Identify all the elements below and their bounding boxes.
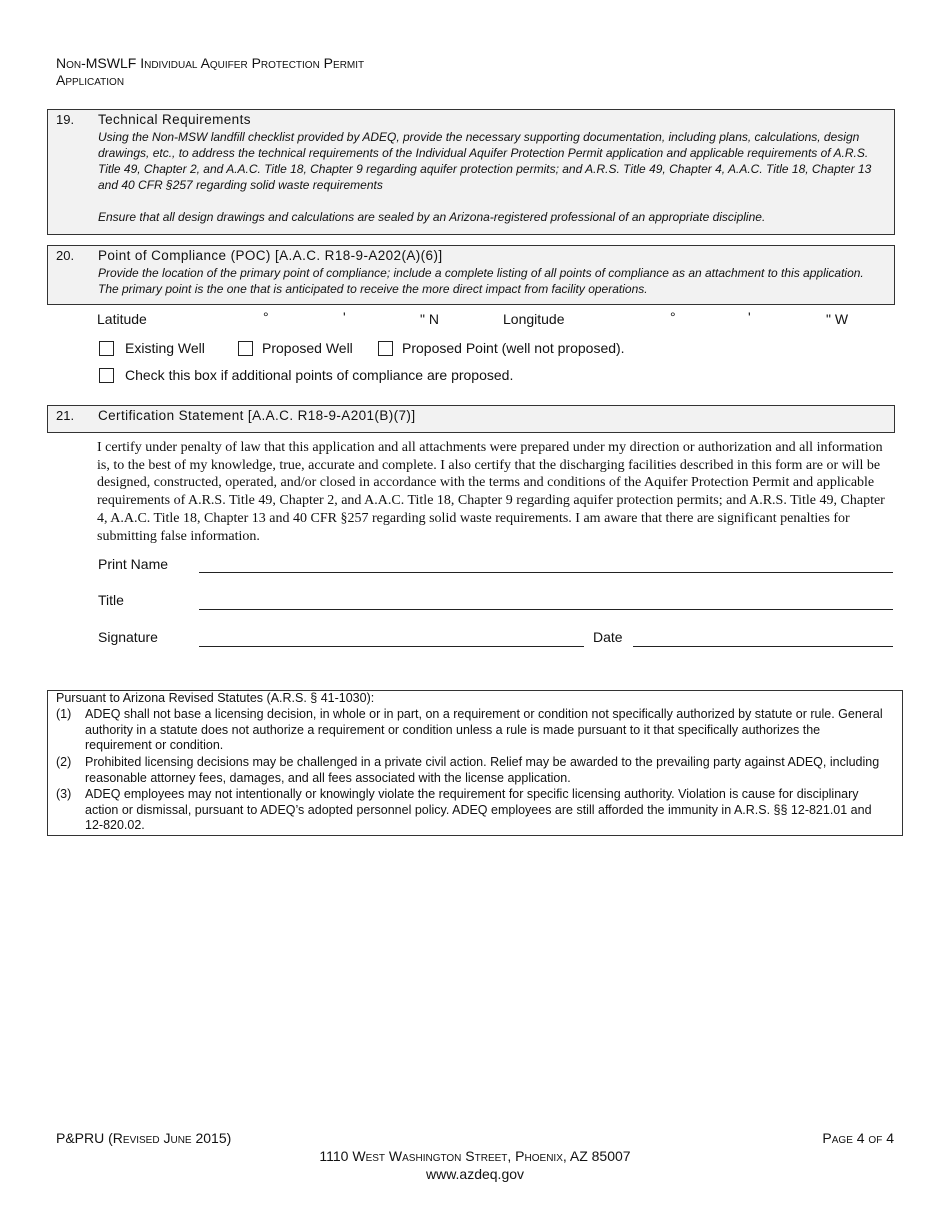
- existing-well-label: Existing Well: [125, 340, 205, 356]
- section-19-box: [47, 109, 895, 235]
- proposed-well-checkbox[interactable]: [238, 341, 253, 356]
- statute-item-text: ADEQ employees may not intentionally or knowingly violate the requirement for specific licensing authority. Violation is cause for disciplinary action or dismissal, pursuant to ADEQ’s adopted personnel policy. ADEQ employees are still afforded the immunity in A.R.S. §§ 12-821.01 and 12-820.02.: [85, 787, 872, 833]
- footer-address: 1110 West Washington Street, Phoenix, AZ 85007: [319, 1148, 631, 1164]
- statute-item-number: (3): [56, 787, 72, 801]
- title-field[interactable]: [199, 609, 893, 610]
- statute-heading: Pursuant to Arizona Revised Statutes (A.R.S. § 41-1030):: [56, 691, 375, 705]
- additional-points-label: Check this box if additional points of compliance are proposed.: [125, 367, 514, 383]
- form-title-line1: Non-MSWLF Individual Aquifer Protection Permit: [56, 55, 365, 71]
- proposed-point-checkbox[interactable]: [378, 341, 393, 356]
- section-20-box: [47, 245, 895, 305]
- signature-field[interactable]: [199, 646, 584, 647]
- page-number: Page 4 of 4: [822, 1130, 894, 1146]
- section-19-instructions: Using the Non-MSW landfill checklist provided by ADEQ, provide the necessary supporting documentation, including plans, calculations, design drawings, etc., to address the technical requirements of the Individual Aquifer Protection Permit application and applicable requirements of A.R.S. Title 49, Chapter 2, and A.A.C. Title 18, Chapter 9 regarding aquifer protection permits; and A.R.S. Title 49, Chapter 4, A.A.C. Title 18, Chapter 13 and 40 CFR §257 regarding solid waste requirements: [98, 130, 872, 192]
- print-name-field[interactable]: [199, 572, 893, 573]
- section-19-title: Technical Requirements: [98, 112, 251, 127]
- latitude-north-symbol: " N: [420, 311, 439, 327]
- form-revision-id: P&PRU (Revised June 2015): [56, 1130, 232, 1146]
- section-20-title: Point of Compliance (POC) [A.A.C. R18-9-A202(A)(6)]: [98, 248, 443, 263]
- latitude-degree-symbol: °: [263, 309, 269, 325]
- longitude-degree-symbol: °: [670, 309, 676, 325]
- statute-item-number: (2): [56, 755, 72, 769]
- date-field[interactable]: [633, 646, 893, 647]
- statute-item-text: ADEQ shall not base a licensing decision, in whole or in part, on a requirement or condition not specifically authorized by statute or rule. General authority in a statute does not authorize a requirement or condition unless a rule is made pursuant to it that specifically authorizes the requirement or condition.: [85, 707, 883, 753]
- date-label: Date: [593, 629, 623, 645]
- form-header: [56, 55, 364, 89]
- section-20-instructions: Provide the location of the primary point of compliance; include a complete listing of all points of compliance as an attachment to this application. The primary point is the one that is anticipated to receive the more direct impact from facility operations.: [98, 266, 864, 296]
- certification-statement: I certify under penalty of law that this application and all attachments were prepared under my direction or authorization and all information is, to the best of my knowledge, true, accurate and complete. I also certify that the discharging facilities described in this form are or will be designed, constructed, operated, and/or closed in accordance with the terms and conditions of the Aquifer Protection Permit and applicable requirements of A.R.S. Title 49, Chapter 2, and A.A.C. Title 18, Chapter 9 regarding aquifer protection permits; and A.R.S. Title 49, Chapter 4, A.A.C. Title 18, Chapter 13 and 40 CFR §257 regarding solid waste requirements. I am aware that there are significant penalties for submitting false information.: [97, 440, 885, 544]
- section-21-box: [47, 405, 895, 433]
- latitude-label: Latitude: [97, 311, 147, 327]
- additional-points-checkbox[interactable]: [99, 368, 114, 383]
- latitude-minute-symbol: ': [343, 309, 346, 325]
- section-19-number: 19.: [56, 112, 75, 127]
- section-21-number: 21.: [56, 408, 75, 423]
- statute-item-number: (1): [56, 707, 72, 721]
- section-19-note: Ensure that all design drawings and calculations are sealed by an Arizona-registered professional of an appropriate discipline.: [98, 210, 766, 224]
- statute-notice-box: [47, 690, 903, 836]
- proposed-point-label: Proposed Point (well not proposed).: [402, 340, 625, 356]
- form-title-line2: Application: [56, 72, 125, 88]
- section-21-title: Certification Statement [A.A.C. R18-9-A201(B)(7)]: [98, 408, 416, 423]
- longitude-minute-symbol: ': [748, 309, 751, 325]
- statute-item-text: Prohibited licensing decisions may be challenged in a private civil action. Relief may be awarded to the prevailing party against ADEQ, including reasonable attorney fees, damages, and all fees associated with the license application.: [85, 755, 880, 785]
- longitude-label: Longitude: [503, 311, 565, 327]
- proposed-well-label: Proposed Well: [262, 340, 353, 356]
- existing-well-checkbox[interactable]: [99, 341, 114, 356]
- longitude-west-symbol: " W: [826, 311, 849, 327]
- title-label: Title: [98, 592, 124, 608]
- section-20-number: 20.: [56, 248, 75, 263]
- signature-label: Signature: [98, 629, 158, 645]
- print-name-label: Print Name: [98, 556, 169, 572]
- footer-website-link[interactable]: www.azdeq.gov: [425, 1166, 525, 1182]
